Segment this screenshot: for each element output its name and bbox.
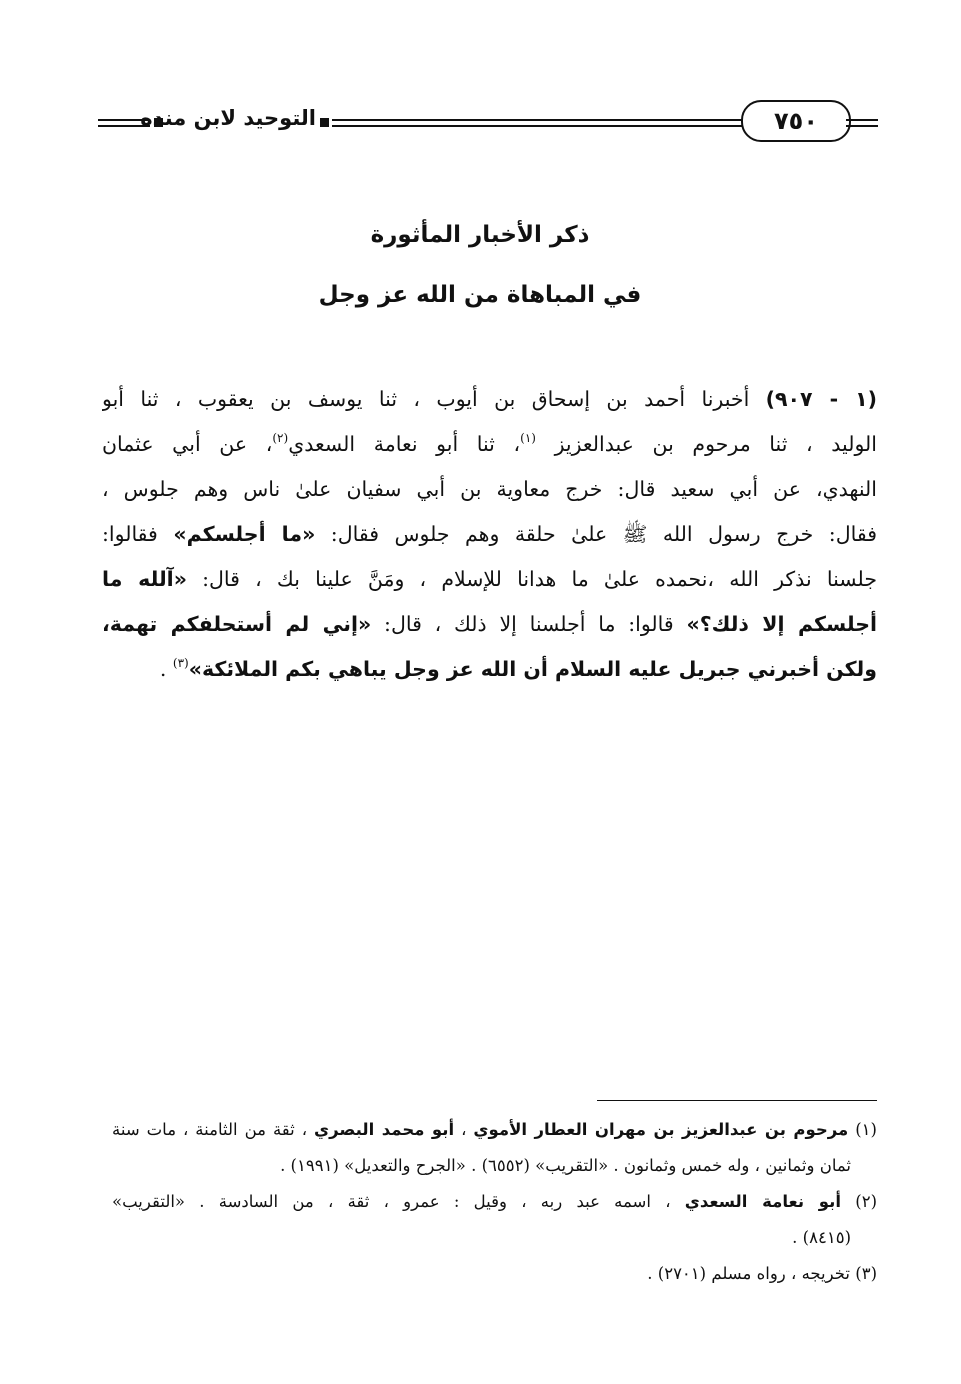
prophetic-speech: «ما أجلسكم»: [173, 522, 316, 546]
footnote-text: ، ثقة من الثامنة ، مات سنة: [112, 1120, 315, 1139]
book-title: التوحيد لابن منده: [140, 106, 316, 130]
footnote-number: (١): [848, 1120, 877, 1139]
prophetic-speech: «آلله ما: [102, 567, 187, 591]
footnote-1-line-1: [112, 1112, 877, 1148]
footnote-text: ، اسمه عبد ربه ، وقيل : عمرو ، ثقة ، من السادسة . «التقريب»: [112, 1192, 685, 1211]
footnote-2-line-2: (٨٤١٥) .: [792, 1228, 851, 1247]
narrator-kunya: أبو محمد البصري: [314, 1120, 455, 1139]
footnote-separator: [597, 1100, 877, 1101]
text-line-7: [102, 647, 877, 692]
footnote-3: (٣) تخريجه ، رواه مسلم (٢٧٠١) .: [647, 1264, 877, 1283]
footnote-text: ،: [454, 1120, 474, 1139]
page-number: ٧٥٠: [741, 100, 851, 142]
text-segment: ، ثنا أبو نعامة السعدي: [288, 432, 521, 456]
hadith-text: [102, 377, 877, 692]
text-line-1: [102, 377, 877, 422]
narrator-name: مرحوم بن عبدالعزيز بن مهران العطار الأموي: [473, 1120, 849, 1139]
footnote-2-line-1: [112, 1184, 877, 1220]
running-header: [98, 100, 878, 144]
prophetic-speech: «إني لم أستحلفكم تهمة،: [102, 612, 372, 636]
text-segment: فقالوا:: [102, 522, 174, 546]
footnote-marker-1[interactable]: (١): [520, 431, 536, 445]
text-line-6: [102, 602, 877, 647]
text-segment: جلسنا نذكر الله ،نحمده علىٰ ما هدانا للإسلام ، ومَنَّ علينا بك ، قال:: [186, 567, 877, 591]
text-line-5: [102, 557, 877, 602]
hadith-number: (١ - ٩٠٧): [765, 387, 877, 411]
header-rule-right: [846, 119, 878, 127]
narrator-name: أبو نعامة السعدي: [684, 1192, 841, 1211]
text-segment: النهدي، عن أبي سعيد قال: خرج معاوية بن أبي سفيان علىٰ ناس وهم جلوس ،: [102, 477, 877, 501]
text-line-3: [102, 467, 877, 512]
header-square-right: [320, 118, 329, 127]
footnote-1-line-2: ثمان وثمانين ، وله خمس وثمانون . «التقريب» (٦٥٥٢) . «الجرح والتعديل» (١٩٩١) .: [280, 1156, 851, 1175]
prophetic-speech: أجلسكم إلا ذلك؟»: [686, 612, 877, 636]
text-line-4: [102, 512, 877, 557]
footnotes: [112, 1112, 877, 1292]
text-segment: فقال: خرج رسول الله ﷺ علىٰ حلقة وهم جلوس فقال:: [315, 522, 877, 546]
footnote-marker-2[interactable]: (٢): [272, 431, 289, 445]
chapter-heading-line-2: في المباهاة من الله عز وجل: [318, 282, 642, 308]
footnote-marker-3[interactable]: (٣): [172, 656, 189, 670]
text-segment: ، عن أبي عثمان: [102, 432, 273, 456]
text-segment: أخبرنا أحمد بن إسحاق بن أيوب ، ثنا يوسف بن يعقوب ، ثنا أبو: [102, 387, 766, 411]
prophetic-speech: ولكن أخبرني جبريل عليه السلام أن الله عز وجل يباهي بكم الملائكة»: [188, 657, 877, 681]
text-segment: قالوا: ما أجلسنا إلا ذلك ، قال:: [371, 612, 687, 636]
text-line-2: [102, 422, 877, 467]
text-segment: .: [159, 657, 173, 681]
text-segment: الوليد ، ثنا مرحوم بن عبدالعزيز: [535, 432, 877, 456]
footnote-number: (٢): [841, 1192, 877, 1211]
chapter-heading-line-1: ذكر الأخبار المأثورة: [370, 222, 590, 248]
